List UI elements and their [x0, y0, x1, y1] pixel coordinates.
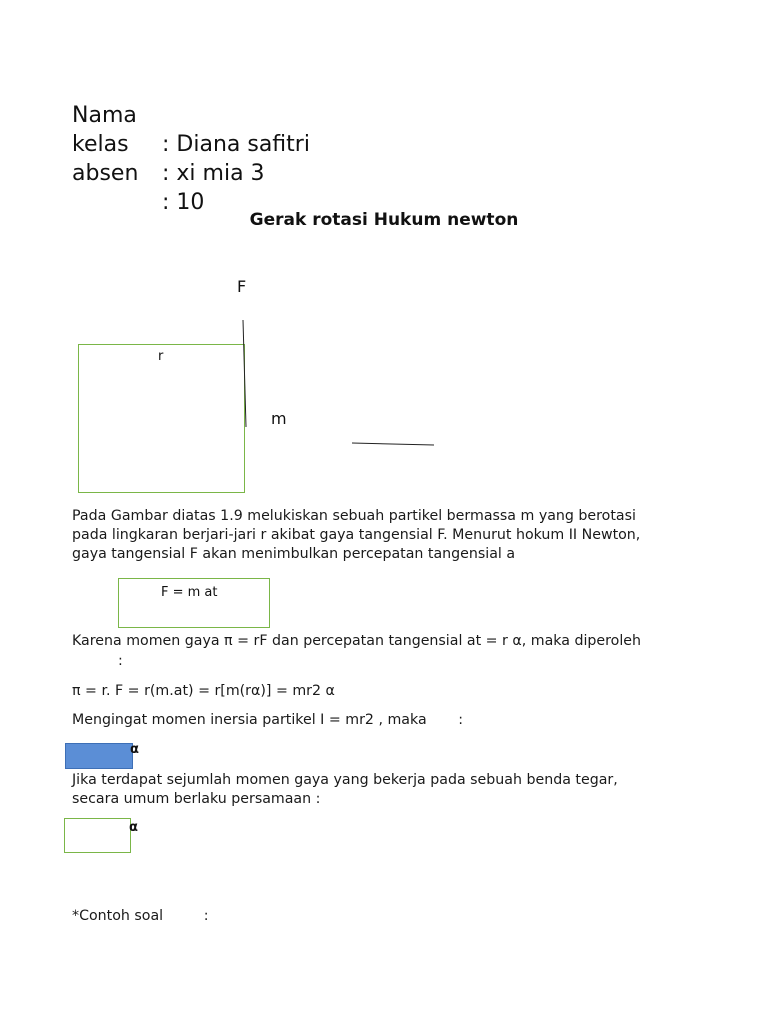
jika-line-1: Jika terdapat sejumlah momen gaya yang bekerja pada sebuah benda tegar, — [72, 772, 618, 788]
derivation-line: π = r. F = r(m.at) = r[m(rα)] = mr2 α — [72, 683, 335, 699]
tangent-line — [352, 443, 434, 445]
class-label: kelas — [72, 132, 129, 157]
jika-line-2: secara umum berlaku persamaan : — [72, 791, 321, 807]
karena-line-1: Karena momen gaya π = rF dan percepatan tangensial at = r α, maka diperoleh — [72, 633, 642, 649]
class-value: : xi mia 3 — [162, 161, 265, 186]
karena-line-2: : — [118, 653, 123, 669]
mass-label: m — [271, 409, 287, 428]
force-label: F — [237, 277, 247, 296]
formula-text: F = m at — [161, 585, 218, 600]
intro-line-2: pada lingkaran berjari-jari r akibat gaya tangensial F. Menurut hokum II Newton, — [72, 527, 641, 543]
intro-line-3: gaya tangensial F akan menimbulkan percepatan tangensial a — [72, 546, 516, 562]
alpha-symbol-1: α — [130, 742, 139, 757]
radius-label: r — [158, 349, 164, 364]
intro-line-1: Pada Gambar diatas 1.9 melukiskan sebuah partikel bermassa m yang berotasi — [72, 508, 636, 524]
formula-box-2 — [64, 818, 131, 853]
name-label: Nama — [72, 103, 137, 128]
intro-paragraph — [72, 507, 712, 564]
jika-paragraph — [72, 771, 732, 809]
alpha-symbol-2: α — [129, 820, 138, 835]
absen-label: absen — [72, 161, 139, 186]
inersia-line: Mengingat momen inersia partikel I = mr2 , maka : — [72, 712, 464, 728]
formula-image-placeholder — [65, 743, 133, 769]
force-vector-line — [243, 320, 246, 427]
contoh-soal-heading: *Contoh soal : — [72, 908, 209, 924]
page-title: Gerak rotasi Hukum newton — [249, 210, 519, 230]
name-value: : Diana safitri — [162, 132, 310, 157]
absen-value: : 10 — [162, 190, 205, 215]
